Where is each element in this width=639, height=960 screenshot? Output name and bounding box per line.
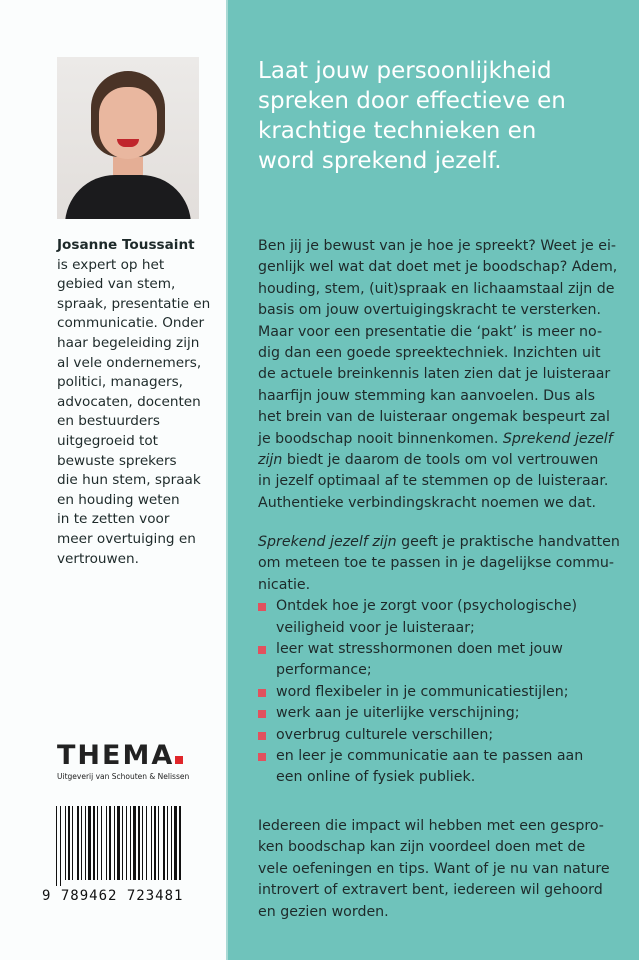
bio-line: communicatie. Onder (57, 315, 205, 332)
logo-dot-icon (175, 756, 183, 764)
author-name: Josanne Toussaint (57, 237, 195, 253)
bullet-square-icon (258, 603, 266, 611)
headline-line: krachtige technieken en (258, 118, 537, 144)
bullet-line: Ontdek hoe je zorgt voor (psychologische) (276, 598, 577, 615)
publisher-logo (57, 742, 189, 781)
barcode-bar (106, 806, 107, 880)
bullet-square-icon (258, 689, 266, 697)
barcode-bar (151, 806, 152, 880)
barcode-bar (122, 806, 123, 880)
bullet-item (258, 703, 616, 724)
barcode-bar (117, 806, 120, 880)
text-line: basis om jouw overtuigingskracht te versterken. (258, 302, 601, 319)
barcode-bar (114, 806, 115, 880)
text-line: je boodschap nooit binnenkomen. (258, 430, 503, 447)
bio-line: politici, managers, (57, 374, 184, 391)
bullet-line: performance; (276, 662, 372, 679)
text-line: introvert of extravert bent, iedereen wil gehoord (258, 882, 603, 899)
bullet-item (258, 639, 616, 682)
text-line: nicatie. (258, 576, 311, 593)
bio-line: vertrouwen. (57, 550, 139, 567)
barcode-bar (88, 806, 91, 880)
headline-line: word sprekend jezelf. (258, 148, 502, 174)
text-line: genlijk wel wat dat doet met je boodschap? Adem, (258, 259, 618, 276)
barcode-bar (109, 806, 111, 880)
publisher-tagline: Uitgeverij van Schouten & Nelissen (57, 772, 190, 781)
barcode-bar (93, 806, 95, 880)
barcode-bar (81, 806, 82, 880)
headline (258, 56, 566, 176)
barcode-bar (97, 806, 98, 880)
bullet-line: een online of fysiek publiek. (276, 769, 476, 786)
bio-line: bewuste sprekers (57, 452, 177, 469)
text-line: houding, stem, (uit)spraak en lichaamstaal zijn de (258, 280, 615, 297)
barcode-bar (138, 806, 140, 880)
text-line: het brein van de luisteraar ongemak bespeurt zal (258, 409, 610, 426)
bullet-list (258, 596, 616, 789)
bullet-line: overbrug culturele verschillen; (276, 726, 494, 743)
bio-line: gebied van stem, (57, 276, 176, 293)
text-line: ken boodschap kan zijn voordeel doen met de (258, 839, 586, 856)
bio-line: uitgegroeid tot (57, 432, 159, 449)
bullet-square-icon (258, 646, 266, 654)
barcode-bar (126, 806, 127, 880)
barcode-bar (167, 806, 168, 880)
barcode-bar (171, 806, 172, 880)
text-line: biedt je daarom de tools om vol vertrouwen (282, 452, 599, 469)
bullet-item (258, 682, 616, 703)
bullet-line: en leer je communicatie aan te passen aan (276, 748, 584, 765)
barcode-bar (179, 806, 181, 880)
bio-line: spraak, presentatie en (57, 295, 211, 312)
publisher-name: THEMA (57, 740, 175, 771)
bullet-line: leer wat stresshormonen doen met jouw (276, 641, 563, 658)
text-line: haarfijn jouw stemming kan aanvoelen. Dus als (258, 387, 595, 404)
text-line: dig dan een goede spreektechniek. Inzichten uit (258, 345, 601, 362)
paragraph-3 (258, 816, 616, 923)
text-line: Authentieke verbindingskracht noemen we dat. (258, 494, 597, 511)
text-line: de actuele breinkennis laten zien dat je luisteraar (258, 366, 611, 383)
bio-line: in te zetten voor (57, 511, 170, 528)
bullet-square-icon (258, 710, 266, 718)
isbn-number: 9 789462 723481 (42, 888, 184, 904)
barcode-bar (130, 806, 131, 880)
barcode-bar (68, 806, 70, 880)
bio-line: advocaten, docenten (57, 393, 201, 410)
text-line: Ben jij je bewust van je hoe je spreekt? Weet je ei- (258, 238, 617, 254)
barcode-bar (101, 806, 102, 880)
barcode-bar (85, 806, 86, 880)
bio-line: haar begeleiding zijn (57, 334, 200, 351)
barcode-bar (77, 806, 79, 880)
barcode-bar (60, 806, 61, 886)
text-line: geeft je praktische handvatten (396, 534, 620, 550)
headline-line: Laat jouw persoonlijkheid (258, 58, 552, 84)
book-title-italic: Sprekend jezelf zijn (258, 534, 397, 550)
bullet-item (258, 746, 616, 789)
bullet-square-icon (258, 732, 266, 740)
paragraph-1 (258, 236, 616, 514)
bullet-item (258, 725, 616, 746)
bullet-line: veiligheid voor je luisteraar; (276, 619, 475, 636)
barcode-bar (158, 806, 159, 880)
barcode-bar (146, 806, 147, 880)
bullet-item (258, 596, 616, 639)
barcode-bar (133, 806, 136, 880)
bio-line: al vele ondernemers, (57, 354, 202, 371)
barcode-bar (142, 806, 143, 880)
author-bio (57, 236, 210, 569)
headline-line: spreken door effectieve en (258, 88, 566, 114)
bio-line: en bestuurders (57, 413, 160, 430)
text-line: in jezelf optimaal af te stemmen op de luisteraar. (258, 473, 609, 490)
bullet-line: werk aan je uiterlijke verschijning; (276, 705, 520, 722)
text-line: vele oefeningen en tips. Want of je nu van nature (258, 860, 610, 877)
paragraph-2 (258, 532, 620, 789)
barcode-bar (154, 806, 156, 880)
book-title-italic: Sprekend jezelf (502, 430, 613, 447)
back-cover-left-panel (0, 0, 228, 960)
text-line: om meteen toe te passen in je dagelijkse commu- (258, 555, 615, 572)
barcode-bar (163, 806, 165, 880)
bio-line: die hun stem, spraak (57, 472, 201, 489)
barcode (56, 806, 182, 886)
bio-line: is expert op het (57, 256, 165, 273)
text-line: en gezien worden. (258, 903, 389, 920)
barcode-bar (72, 806, 73, 880)
bullet-line: word flexibeler in je communicatiestijlen; (276, 683, 569, 700)
text-line: Iedereen die impact wil hebben met een gespro- (258, 818, 604, 834)
text-line: Maar voor een presentatie die ‘pakt’ is meer no- (258, 323, 603, 340)
book-title-italic: zijn (258, 452, 283, 469)
author-photo (57, 57, 199, 219)
bio-line: en houding weten (57, 491, 180, 508)
bullet-square-icon (258, 753, 266, 761)
barcode-bar (65, 806, 66, 880)
barcode-bar (56, 806, 57, 886)
barcode-bar (174, 806, 177, 880)
bio-line: meer overtuiging en (57, 530, 196, 547)
